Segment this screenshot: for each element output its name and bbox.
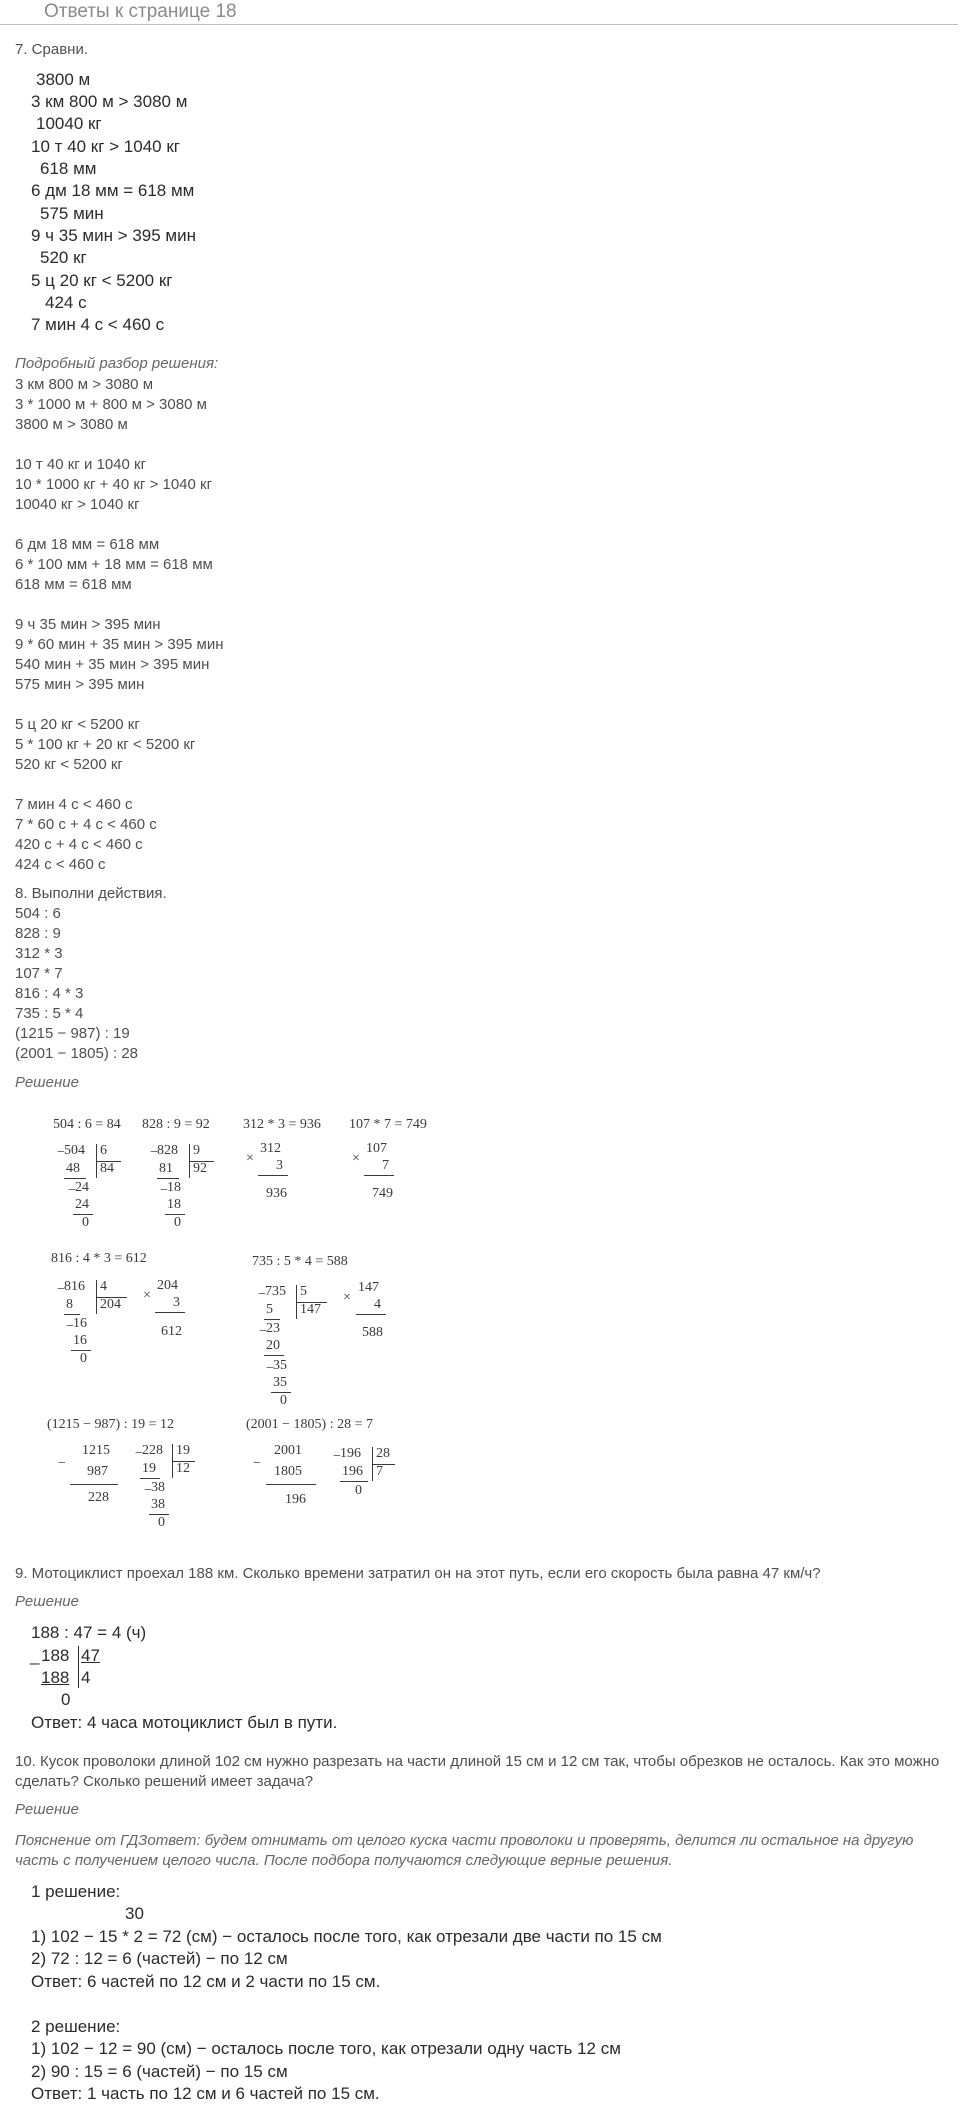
calc-equation: 828 : 9 = 92 <box>142 1117 210 1132</box>
subtraction-number: 1215 <box>82 1443 110 1458</box>
task9-division-number: 4 <box>81 1668 91 1687</box>
detail-line: 3 * 1000 м + 800 м > 3080 м <box>15 396 207 413</box>
long-division-number: 204 <box>100 1297 121 1312</box>
long-division-number: 0 <box>355 1483 362 1498</box>
long-division-number: 8 <box>66 1297 73 1312</box>
long-division-number: 24 <box>75 1197 89 1212</box>
task9-division-number: 0 <box>61 1690 71 1709</box>
task10-line: 1) 102 − 12 = 90 (см) − осталось после того, как отрезали одну часть 12 см <box>31 2039 621 2058</box>
detail-line: 3 км 800 м > 3080 м <box>15 376 154 393</box>
long-division-number: 196 <box>342 1464 363 1479</box>
long-division-number: 28 <box>376 1446 390 1461</box>
task7-answer: 520 кг <box>40 248 87 267</box>
task10-solution-title: 2 решение: <box>31 2017 121 2036</box>
detail-line: 618 мм = 618 мм <box>15 576 132 593</box>
detail-line: 10 т 40 кг и 1040 кг <box>15 456 147 473</box>
task8-item: 504 : 6 <box>15 905 61 922</box>
long-division-number: 0 <box>280 1393 287 1408</box>
task8-item: 816 : 4 * 3 <box>15 985 84 1002</box>
multiplication-number: 3 <box>173 1295 180 1310</box>
task10-line: 2) 90 : 15 = 6 (частей) − по 15 см <box>31 2062 288 2081</box>
long-division-number: 19 <box>142 1461 156 1476</box>
task10-answer: Ответ: 6 частей по 12 см и 2 части по 15 см. <box>31 1972 381 1991</box>
detail-line: 7 * 60 с + 4 с < 460 с <box>15 816 157 833</box>
detail-line: 540 мин + 35 мин > 395 мин <box>15 656 210 673</box>
long-division-number: 196 <box>340 1446 361 1461</box>
long-division-number: 18 <box>167 1197 181 1212</box>
long-division-number: 735 <box>265 1284 286 1299</box>
long-division-number: 5 <box>300 1284 307 1299</box>
task7-answer: 10 т 40 кг > 1040 кг <box>31 137 180 156</box>
multiplication-number: 7 <box>382 1158 389 1173</box>
long-division-number: 38 <box>151 1497 165 1512</box>
subtraction-number: 987 <box>87 1464 108 1479</box>
task10-note: 30 <box>125 1904 144 1923</box>
detail-line: 5 ц 20 кг < 5200 кг <box>15 716 140 733</box>
calc-equation: (1215 − 987) : 19 = 12 <box>47 1417 175 1432</box>
multiplication-number: 204 <box>157 1278 178 1293</box>
long-division-number: 35 <box>273 1375 287 1390</box>
detail-line: 10 * 1000 кг + 40 кг > 1040 кг <box>15 476 213 493</box>
long-division-number: 16 <box>73 1333 87 1348</box>
long-division-number: 18 <box>167 1180 181 1195</box>
detail-line: 10040 кг > 1040 кг <box>15 496 140 513</box>
long-division-number: 0 <box>82 1215 89 1230</box>
long-division-number: 24 <box>75 1180 89 1195</box>
multiplication-number: 4 <box>374 1297 381 1312</box>
task9-equation: 188 : 47 = 4 (ч) <box>31 1623 147 1642</box>
long-division-number: 84 <box>100 1161 114 1176</box>
long-division-number: 48 <box>66 1161 80 1176</box>
long-division-number: 92 <box>193 1161 207 1176</box>
long-division-number: 12 <box>176 1461 190 1476</box>
calc-equation: 816 : 4 * 3 = 612 <box>51 1251 147 1266</box>
task9-question: 9. Мотоциклист проехал 188 км. Сколько времени затратил он на этот путь, если его скорость была равна 47 км/ч? <box>15 1565 821 1582</box>
detail-line: 3800 м > 3080 м <box>15 416 128 433</box>
subtraction-number: 196 <box>285 1492 306 1507</box>
task7-answer: 6 дм 18 мм = 618 мм <box>31 181 195 200</box>
task7-answer: 9 ч 35 мин > 395 мин <box>31 226 196 245</box>
long-division-number: 828 <box>157 1143 178 1158</box>
long-division-number: 816 <box>64 1279 85 1294</box>
task9-division-number: 188 <box>41 1668 70 1687</box>
task10-line: 2) 72 : 12 = 6 (частей) − по 12 см <box>31 1949 288 1968</box>
long-division-number: 23 <box>266 1321 280 1336</box>
multiplication-number: 107 <box>366 1141 387 1156</box>
multiplication-number: 3 <box>276 1158 283 1173</box>
task10-answer: Ответ: 1 часть по 12 см и 6 частей по 15 см. <box>31 2084 380 2103</box>
long-division-number: 19 <box>176 1443 190 1458</box>
task10-solution-title: 1 решение: <box>31 1882 121 1901</box>
task8-item: 107 * 7 <box>15 965 63 982</box>
detail-line: 9 * 60 мин + 35 мин > 395 мин <box>15 636 224 653</box>
page-title: Ответы к странице 18 <box>44 1 237 22</box>
calc-equation: 735 : 5 * 4 = 588 <box>252 1254 348 1269</box>
detail-label: Подробный разбор решения: <box>15 355 219 372</box>
long-division-number: 16 <box>73 1316 87 1331</box>
subtraction-number: 2001 <box>274 1443 302 1458</box>
task8-solution-label: Решение <box>15 1074 79 1091</box>
subtraction-number: 228 <box>88 1490 109 1505</box>
task7-answer: 424 с <box>45 293 87 312</box>
long-division-number: 38 <box>151 1480 165 1495</box>
subtraction-number: 1805 <box>274 1464 302 1479</box>
detail-line: 9 ч 35 мин > 395 мин <box>15 616 161 633</box>
task8-item: 828 : 9 <box>15 925 61 942</box>
task8-item: 735 : 5 * 4 <box>15 1005 84 1022</box>
long-division-number: 0 <box>158 1515 165 1530</box>
long-division-number: 20 <box>266 1338 280 1353</box>
multiplication-number: 936 <box>266 1186 287 1201</box>
long-division-number: 0 <box>174 1215 181 1230</box>
detail-line: 424 с < 460 с <box>15 856 106 873</box>
task9-solution-label: Решение <box>15 1593 79 1610</box>
long-division-number: 5 <box>266 1302 273 1317</box>
long-division-number: 7 <box>376 1464 383 1479</box>
multiplication-number: 147 <box>358 1280 379 1295</box>
task9-answer: Ответ: 4 часа мотоциклист был в пути. <box>31 1713 338 1732</box>
task10-line: 1) 102 − 15 * 2 = 72 (см) − осталось после того, как отрезали две части по 15 см <box>31 1927 662 1946</box>
task10-solution-label: Решение <box>15 1801 79 1818</box>
detail-line: 7 мин 4 с < 460 с <box>15 796 133 813</box>
calc-equation: (2001 − 1805) : 28 = 7 <box>246 1417 374 1432</box>
task7-answer: 3 км 800 м > 3080 м <box>31 92 188 111</box>
task8-item: 312 * 3 <box>15 945 63 962</box>
task7-answer: 575 мин <box>40 204 104 223</box>
task8-item: (1215 − 987) : 19 <box>15 1025 130 1042</box>
task8-item: (2001 − 1805) : 28 <box>15 1045 139 1062</box>
task7-answer: 618 мм <box>40 159 97 178</box>
task9-division-number: 47 <box>81 1646 100 1665</box>
detail-line: 5 * 100 кг + 20 кг < 5200 кг <box>15 736 196 753</box>
long-division-number: 228 <box>142 1443 163 1458</box>
page-header <box>0 0 958 25</box>
task7-answer: 5 ц 20 кг < 5200 кг <box>31 271 173 290</box>
task8-title: 8. Выполни действия. <box>15 885 167 902</box>
detail-line: 6 * 100 мм + 18 мм = 618 мм <box>15 556 213 573</box>
task7-answer: 3800 м <box>36 70 91 89</box>
task10-question: 10. Кусок проволоки длиной 102 см нужно разрезать на части длиной 15 см и 12 см так, чтобы обрезков не осталось. Как это можно сделать? Сколько решений имеет задача? <box>15 1753 940 1790</box>
long-division-number: 9 <box>193 1143 200 1158</box>
task7-answer: 7 мин 4 с < 460 с <box>31 315 165 334</box>
detail-line: 575 мин > 395 мин <box>15 676 145 693</box>
long-division-number: 35 <box>273 1358 287 1373</box>
task10-explanation: Пояснение от ГДЗответ: будем отнимать от целого куска части проволоки и проверять, делится ли остальное на другую часть с получением целого числа. После подбора получаются следующие верные решения. <box>15 1832 914 1869</box>
calc-equation: 504 : 6 = 84 <box>53 1117 121 1132</box>
long-division-number: 147 <box>300 1302 321 1317</box>
long-division-number: 6 <box>100 1143 107 1158</box>
long-division-number: 0 <box>80 1351 87 1366</box>
long-division-number: 504 <box>64 1143 85 1158</box>
calc-equation: 312 * 3 = 936 <box>243 1117 321 1132</box>
task7-title: 7. Сравни. <box>15 41 88 58</box>
long-division-number: 4 <box>100 1279 107 1294</box>
detail-line: 420 с + 4 с < 460 с <box>15 836 143 853</box>
multiplication-number: 312 <box>260 1141 281 1156</box>
long-division-number: 81 <box>159 1161 173 1176</box>
calc-equation: 107 * 7 = 749 <box>349 1117 427 1132</box>
task9-division-number: 188 <box>41 1646 70 1665</box>
detail-line: 6 дм 18 мм = 618 мм <box>15 536 160 553</box>
task7-answer: 10040 кг <box>36 114 102 133</box>
multiplication-number: 588 <box>362 1325 383 1340</box>
multiplication-number: 612 <box>161 1324 182 1339</box>
detail-line: 520 кг < 5200 кг <box>15 756 123 773</box>
multiplication-number: 749 <box>372 1186 393 1201</box>
